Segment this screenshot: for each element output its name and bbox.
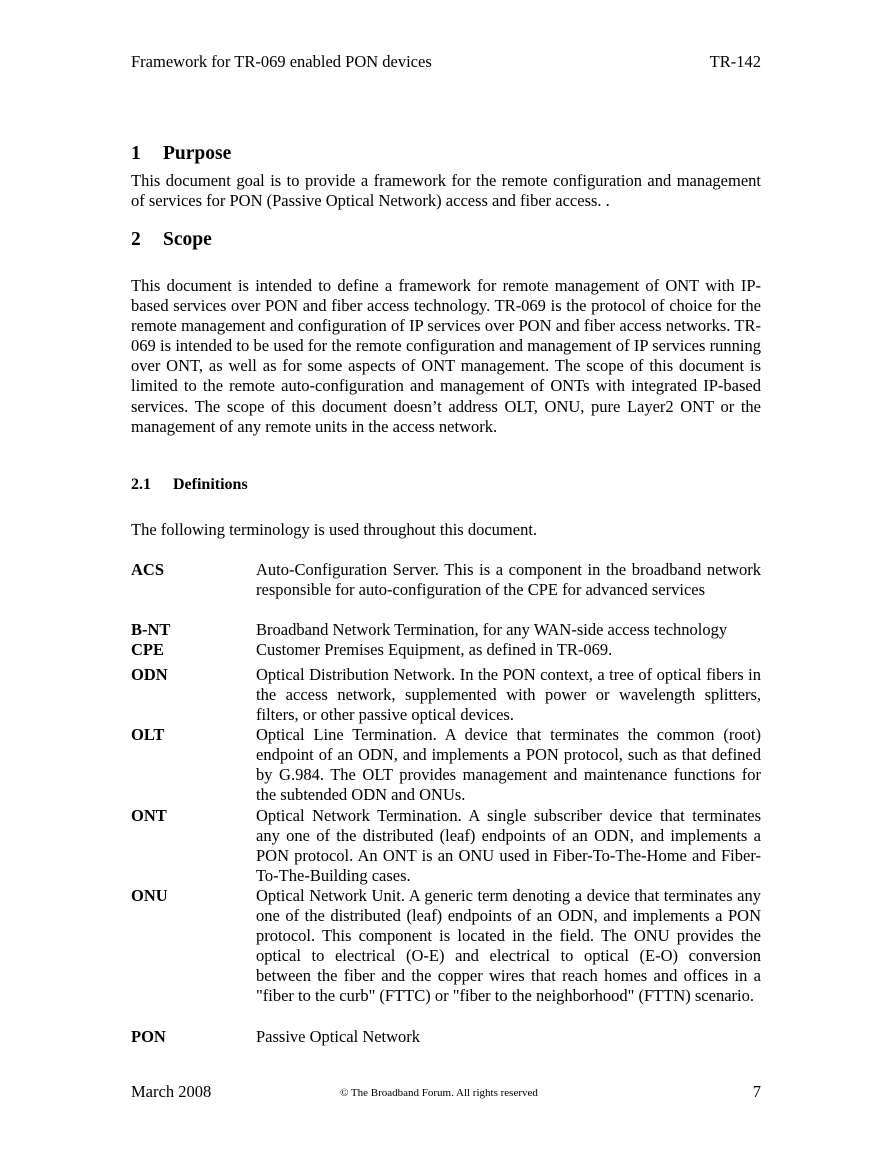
footer-page-number: 7 bbox=[752, 1082, 761, 1101]
definition-term: PON bbox=[131, 1027, 166, 1046]
running-header-doc-id: TR-142 bbox=[709, 52, 761, 71]
footer-date: March 2008 bbox=[131, 1082, 212, 1101]
section-number: 2.1 bbox=[131, 476, 151, 493]
definition-text: Broadband Network Termination, for any WAN-side access technology bbox=[256, 620, 728, 639]
definition-text: Optical Distribution Network. In the PON context, a tree of optical fibers in the access network, supplemented with power or wavelength splitters, filters, or other passive optical devices. bbox=[256, 665, 761, 725]
definition-term: OLT bbox=[131, 725, 165, 744]
section-title: Purpose bbox=[163, 143, 232, 164]
definition-term: CPE bbox=[131, 640, 164, 659]
definition-text: Passive Optical Network bbox=[256, 1027, 421, 1046]
definition-term: ONT bbox=[131, 806, 167, 825]
definition-term: ONU bbox=[131, 886, 168, 905]
section-2-heading bbox=[131, 229, 212, 251]
footer-copyright: © The Broadband Forum. All rights reserved bbox=[340, 1087, 538, 1099]
definition-text: Optical Network Termination. A single subscriber device that terminates any one of the distributed (leaf) endpoints of an ODN, and implements a PON protocol. An ONT is an ONU used in Fiber-To-The-Home and Fiber-To-The-Building cases. bbox=[256, 806, 761, 886]
definitions-intro: The following terminology is used throughout this document. bbox=[131, 520, 538, 539]
section-2-1-heading bbox=[131, 476, 248, 494]
section-title: Definitions bbox=[173, 476, 248, 493]
definition-term: ODN bbox=[131, 665, 168, 684]
definition-text: Customer Premises Equipment, as defined in TR-069. bbox=[256, 640, 613, 659]
section-1-heading bbox=[131, 143, 231, 165]
section-number: 2 bbox=[131, 229, 141, 250]
purpose-paragraph: This document goal is to provide a framework for the remote configuration and management of services for PON (Passive Optical Network) access and fiber access. . bbox=[131, 171, 761, 211]
section-number: 1 bbox=[131, 143, 141, 164]
definition-text: Optical Line Termination. A device that terminates the common (root) endpoint of an ODN, and implements a PON protocol, such as that defined by G.984. The OLT provides management and maintenance functions for the subtended ODN and ONUs. bbox=[256, 725, 761, 805]
running-header-title: Framework for TR-069 enabled PON devices bbox=[131, 52, 432, 71]
definition-term: ACS bbox=[131, 560, 165, 579]
definition-text: Auto-Configuration Server. This is a component in the broadband network responsible for auto-configuration of the CPE for advanced services bbox=[256, 560, 761, 600]
definition-text: Optical Network Unit. A generic term denoting a device that terminates any one of the distributed (leaf) endpoints of an ODN, and implements a PON protocol. This component is located in the field. The ONU provides the optical to electrical (O-E) and electrical to optical (E-O) conversion between the fiber and the copper wires that reach homes and offices in a "fiber to the curb" (FTTC) or "fiber to the neighborhood" (FTTN) scenario. bbox=[256, 886, 761, 1006]
section-title: Scope bbox=[163, 229, 212, 250]
scope-paragraph: This document is intended to define a framework for remote management of ONT with IP-based services over PON and fiber access technology. TR-069 is the protocol of choice for the remote management and configuration of IP services over PON and fiber access networks. TR-069 is intended to be used for the remote configuration and management of IP services running over ONT, as well as for some aspects of ONT management. The scope of this document is limited to the remote auto-configuration and management of ONTs with integrated IP-based services. The scope of this document doesn’t address OLT, ONU, pure Layer2 ONT or the management of any remote units in the access network. bbox=[131, 276, 761, 436]
definition-term: B-NT bbox=[131, 620, 171, 639]
